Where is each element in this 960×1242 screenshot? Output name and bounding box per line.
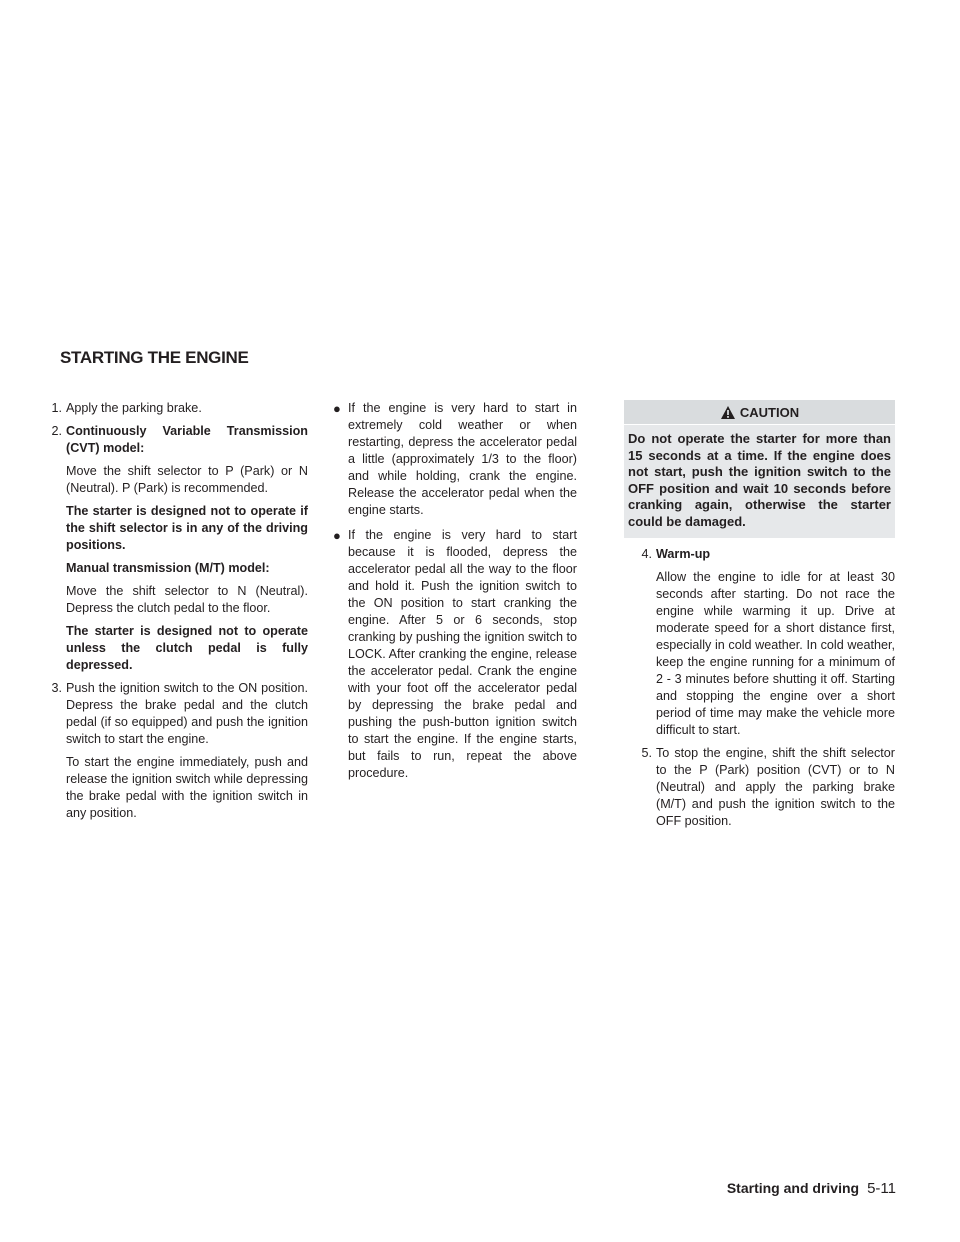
bullet-flooded (333, 527, 577, 782)
warm-up-heading: Warm-up (656, 547, 711, 561)
bullet-text: If the engine is very hard to start because it is flooded, depress the accelerator pedal all the way to the floor and hold it. Push the ignition switch to the ON position to start cranking the engine. After 5 or 6 seconds, stop cranking by pushing the ignition switch to LOCK. After cranking the engine, release the accelerator pedal. Crank the engine with your foot off the accelerator pedal by depressing the brake pedal and pushing the push-button ignition switch to start the engine. If the engine starts, but fails to run, repeat the above procedure. (348, 528, 577, 780)
bullet-cold-weather (333, 400, 577, 519)
step-2 (34, 423, 308, 457)
step-1 (34, 400, 308, 417)
warm-up-text: Allow the engine to idle for at least 30 seconds after starting. Do not race the engine while warming it up. Drive at moderate speed for a short distance first, especially in cold weather. In cold weather, keep the engine running for a minimum of 2 - 3 minutes before shutting it off. Starting and stopping the engine over a short period of time may make the vehicle more difficult to start. (656, 570, 895, 737)
column-1 (34, 400, 308, 828)
mt-heading: Manual transmission (M/T) model: (66, 561, 270, 575)
step-3 (34, 680, 308, 748)
footer-section: Starting and driving (726, 1180, 860, 1196)
bullet-text: If the engine is very hard to start in extremely cold weather or when restarting, depress the accelerator pedal a little (approximately 1/3 to the floor) and while holding, crank the engine. Release the accelerator pedal when the engine starts. (348, 401, 577, 517)
step-text: To stop the engine, shift the shift selector to the P (Park) position (CVT) or to N (Neutral) and apply the parking brake (M/T) and push the ignition switch to the OFF position. (656, 746, 895, 828)
cvt-note: The starter is designed not to operate if the shift selector is in any of the driving positions. (66, 504, 308, 552)
mt-note: The starter is designed not to operate unless the clutch pedal is fully depressed. (66, 624, 308, 672)
column-2 (333, 400, 577, 790)
column-3 (624, 400, 895, 836)
section-title: STARTING THE ENGINE (60, 348, 249, 367)
step-number: 5. (641, 746, 652, 760)
mt-instruction: Move the shift selector to N (Neutral). Depress the clutch pedal to the floor. (66, 584, 308, 615)
step-4 (624, 546, 895, 563)
cvt-instruction: Move the shift selector to P (Park) or N (Neutral). P (Park) is recommended. (66, 464, 308, 495)
caution-header (624, 400, 895, 424)
caution-title: CAUTION (739, 404, 800, 420)
step-3-detail: To start the engine immediately, push and release the ignition switch while depressing the brake pedal with the ignition switch in any position. (66, 755, 308, 820)
step-number: 2. (51, 424, 62, 438)
step-text: Apply the parking brake. (66, 401, 202, 415)
warning-icon (720, 405, 736, 420)
page-footer (727, 1180, 896, 1197)
step-number: 3. (51, 681, 62, 695)
step-text: Push the ignition switch to the ON position. Depress the brake pedal and the clutch pedal (if so equipped) and push the ignition switch to start the engine. (66, 681, 308, 746)
step-number: 4. (641, 547, 652, 561)
bullet-icon: ● (333, 401, 341, 416)
step-number: 1. (51, 401, 62, 415)
caution-text: Do not operate the starter for more than 15 seconds at a time. If the engine does not start, push the ignition switch to the OFF position and wait 10 seconds before cranking again, otherwise the starter could be damaged. (624, 425, 895, 538)
page-number: 5-11 (867, 1180, 896, 1197)
cvt-heading: Continuously Variable Transmission (CVT) model: (66, 424, 308, 455)
bullet-icon: ● (333, 528, 341, 543)
step-5 (624, 745, 895, 830)
